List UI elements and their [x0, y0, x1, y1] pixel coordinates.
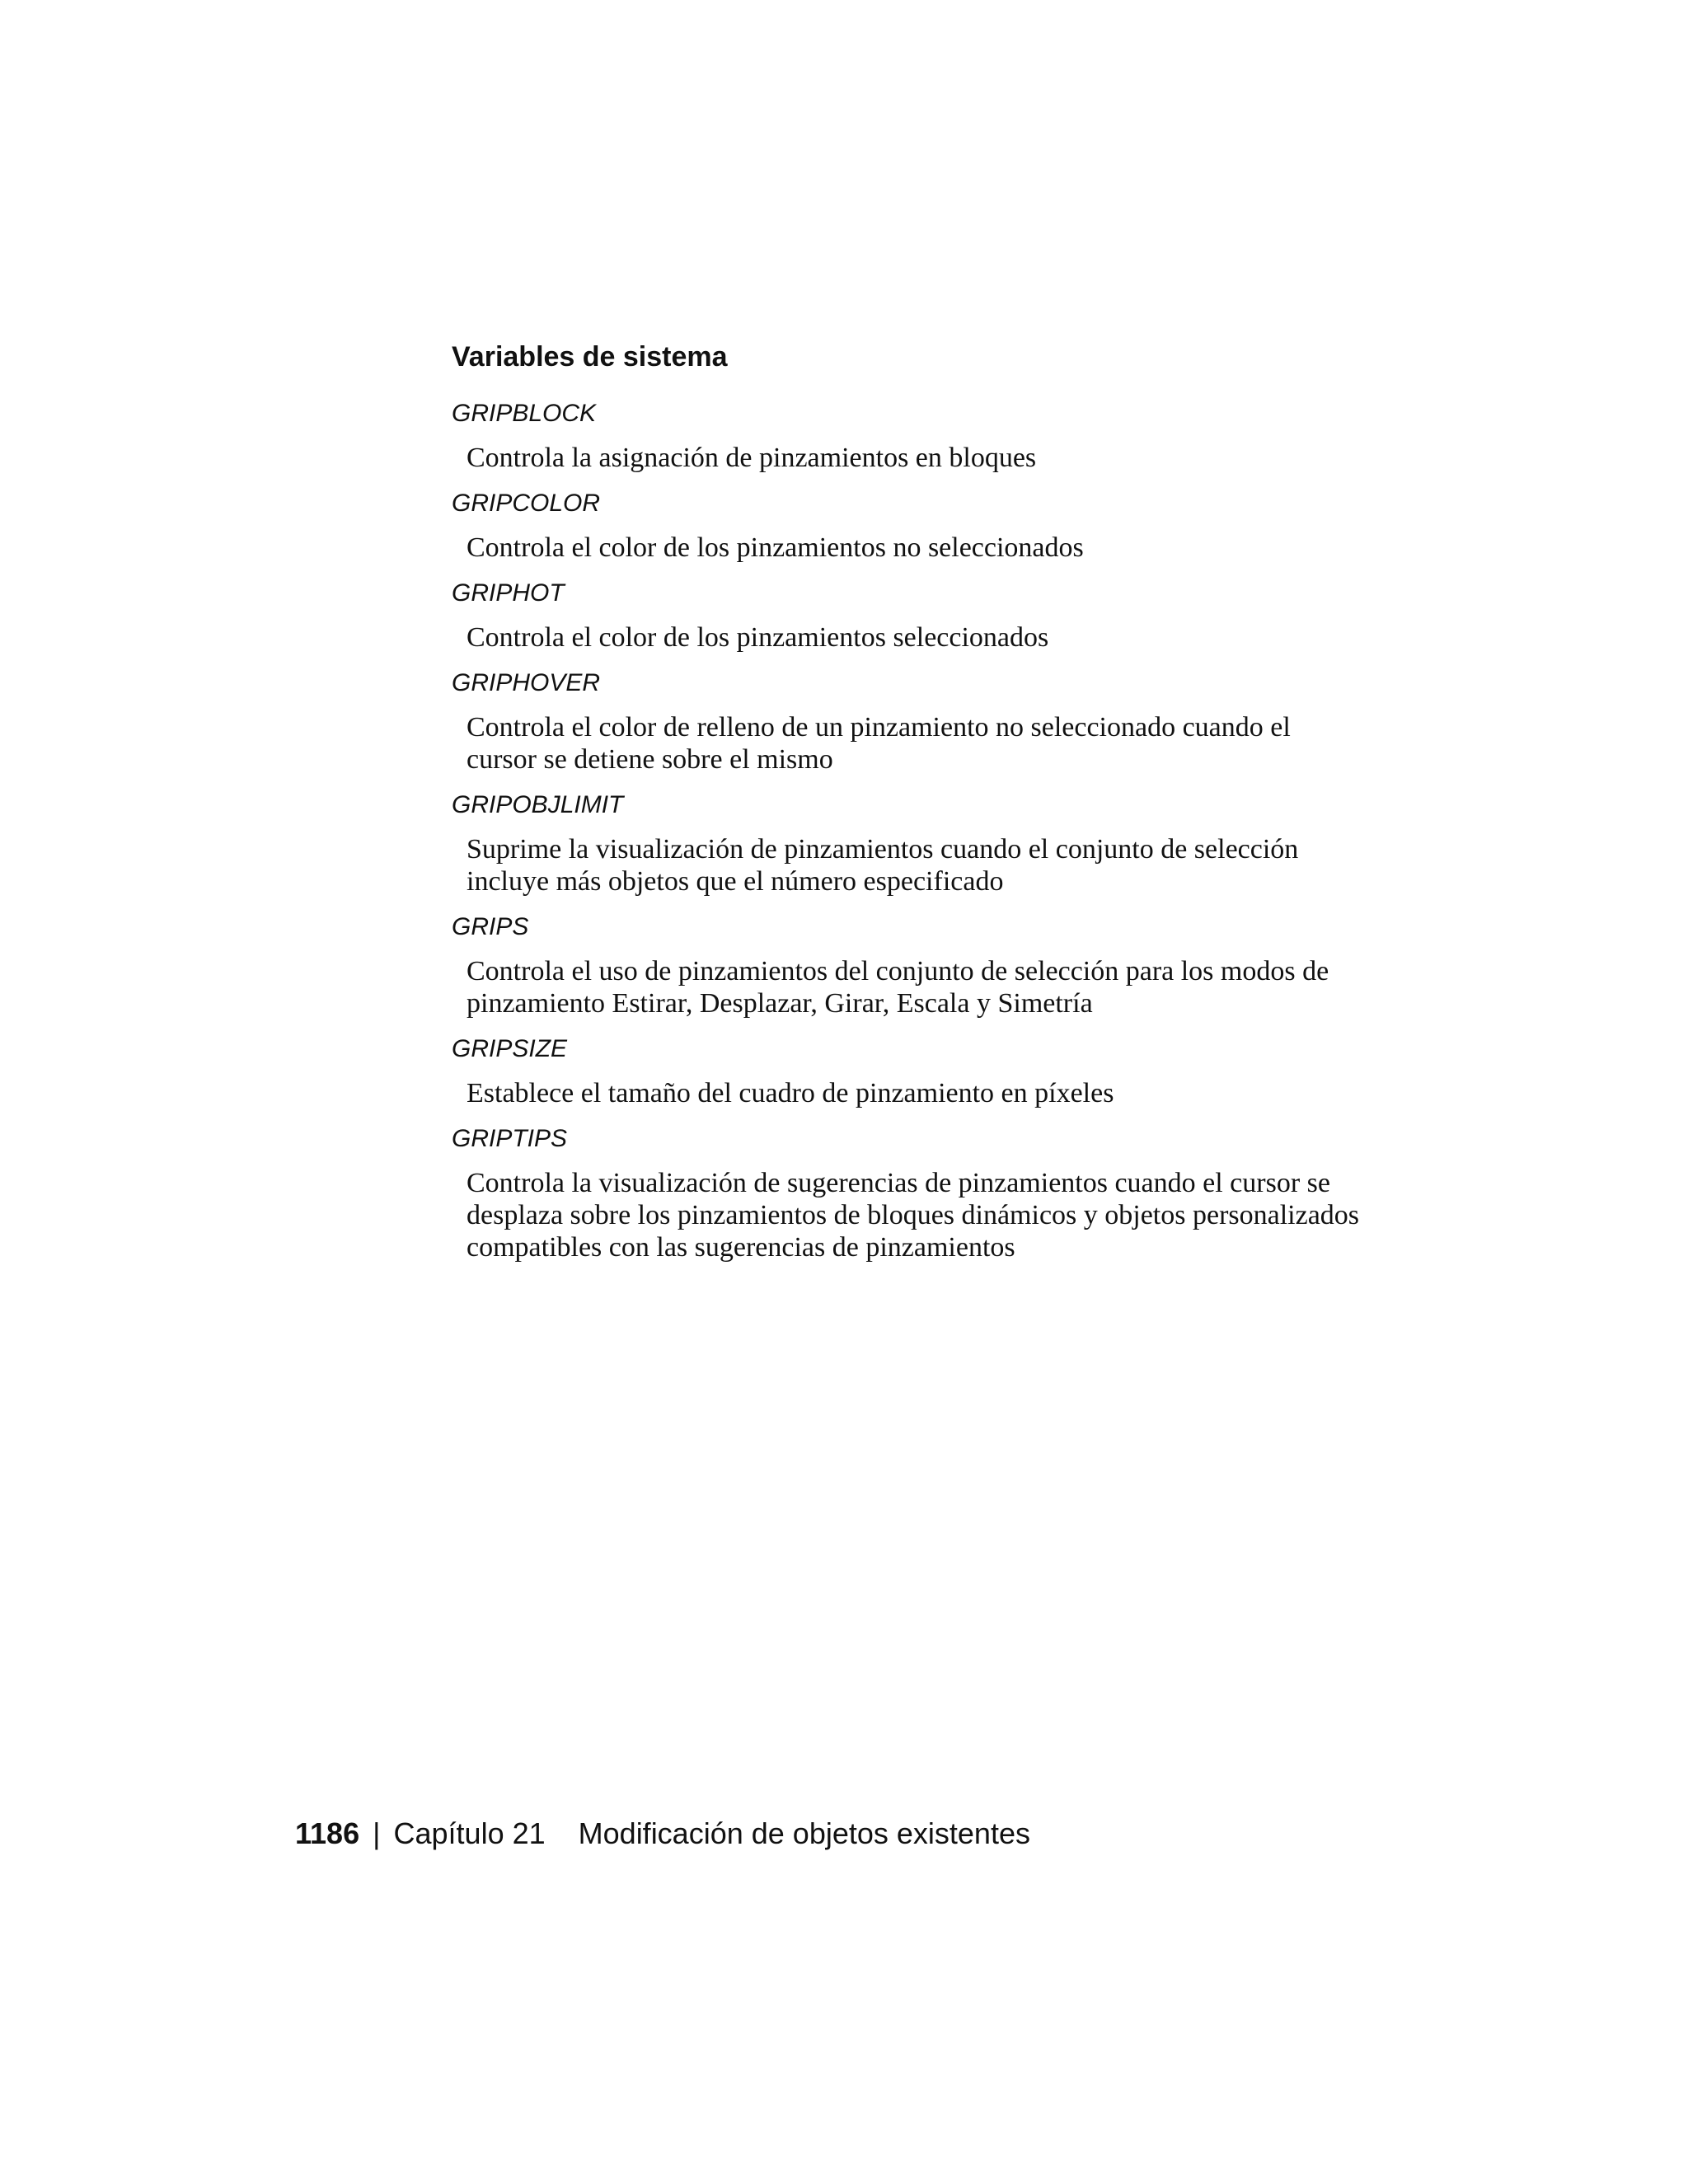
variable-description: Controla el uso de pinzamientos del conjunto de selección para los modos de pinzamiento Estirar, Desplazar, Girar, Escala y Simetría: [467, 956, 1329, 1019]
chapter-title: Modificación de objetos existentes: [578, 1816, 1030, 1850]
variable-name: GRIPCOLOR: [452, 490, 601, 517]
variable-name: GRIPTIPS: [452, 1125, 568, 1152]
entry-griphover: [452, 665, 1375, 776]
entry-griphot: [452, 575, 1375, 654]
entry-gripsize: [452, 1031, 1375, 1109]
variable-description: Suprime la visualización de pinzamientos cuando el conjunto de selección incluye más objetos que el número especificado: [467, 834, 1299, 897]
variable-name: GRIPHOT: [452, 579, 565, 607]
variable-name: GRIPOBJLIMIT: [452, 791, 624, 818]
page-footer: [295, 1813, 1030, 1854]
entry-gripobjlimit: [452, 787, 1375, 898]
variable-description: Controla la asignación de pinzamientos en bloques: [467, 443, 1037, 473]
variable-description: Controla el color de relleno de un pinzamiento no seleccionado cuando el cursor se detiene sobre el mismo: [467, 712, 1291, 775]
entry-gripblock: [452, 396, 1375, 474]
page-number: 1186: [295, 1816, 360, 1850]
variable-name: GRIPBLOCK: [452, 400, 597, 427]
variable-description: Controla el color de los pinzamientos seleccionados: [467, 622, 1049, 653]
entry-gripcolor: [452, 485, 1375, 564]
variable-name: GRIPHOVER: [452, 669, 601, 696]
variable-description: Establece el tamaño del cuadro de pinzamiento en píxeles: [467, 1078, 1114, 1108]
variable-name: GRIPS: [452, 913, 529, 940]
page-content: [452, 336, 1375, 1275]
variable-description: Controla la visualización de sugerencias de pinzamientos cuando el cursor se desplaza sobre los pinzamientos de bloques dinámicos y objetos personalizados compatibles con las sugerencias de pinzamientos: [467, 1168, 1360, 1263]
footer-separator: |: [373, 1816, 381, 1850]
chapter-label: Capítulo 21: [393, 1816, 546, 1850]
entry-grips: [452, 909, 1375, 1019]
entry-griptips: [452, 1121, 1375, 1263]
variable-name: GRIPSIZE: [452, 1035, 568, 1062]
variable-description: Controla el color de los pinzamientos no seleccionados: [467, 532, 1084, 563]
section-heading: Variables de sistema: [452, 341, 728, 373]
